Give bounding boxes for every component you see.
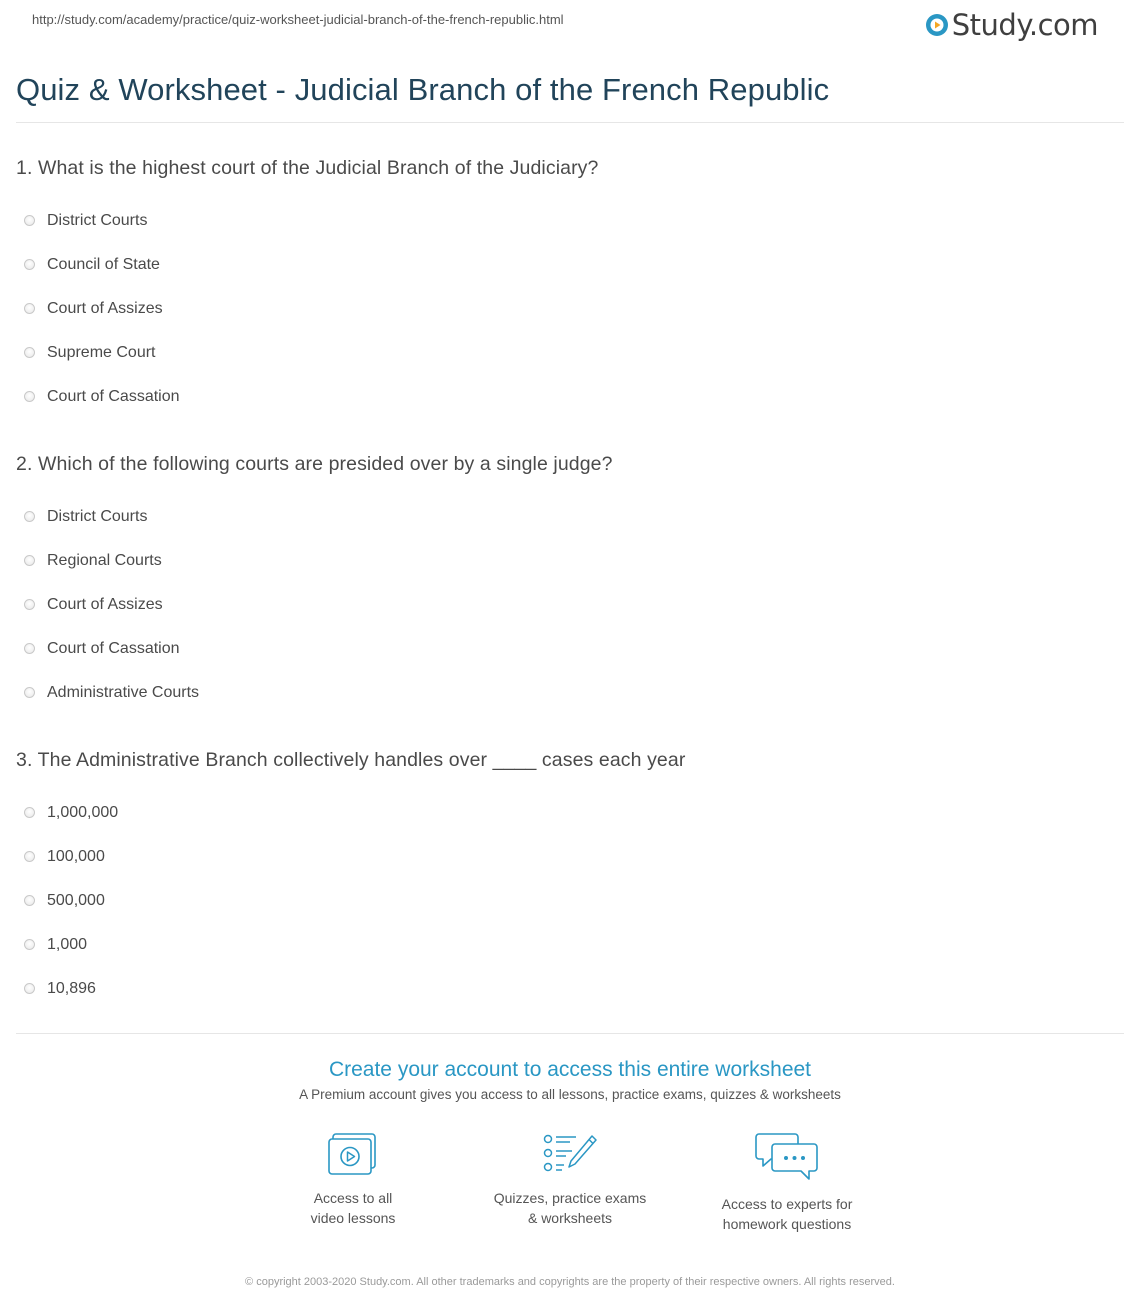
answer-option[interactable] (16, 375, 1124, 419)
page-title: Quiz & Worksheet - Judicial Branch of the French Republic (16, 72, 830, 107)
feature-list (16, 1132, 1124, 1234)
option-label: 100,000 (47, 848, 105, 865)
question-text: 3. The Administrative Branch collectively handles over ____ cases each year (16, 749, 686, 771)
title-divider (16, 122, 1124, 123)
option-label: 500,000 (47, 892, 105, 909)
create-account-link[interactable]: Create your account to access this entire worksheet (328, 1058, 812, 1081)
radio-button[interactable] (24, 687, 35, 698)
feature-line: video lessons (310, 1210, 396, 1226)
page-url: http://study.com/academy/practice/quiz-worksheet-judicial-branch-of-the-french-republic.html (32, 12, 564, 27)
expert-chat-icon (755, 1132, 819, 1182)
answer-option[interactable] (16, 243, 1124, 287)
radio-button[interactable] (24, 643, 35, 654)
option-label: Court of Assizes (47, 300, 163, 317)
answer-option[interactable] (16, 583, 1124, 627)
logo-text: Study.com (951, 8, 1098, 42)
play-logo-icon (925, 13, 949, 37)
option-label: 10,896 (47, 980, 96, 997)
answer-option[interactable] (16, 791, 1124, 835)
radio-button[interactable] (24, 391, 35, 402)
option-label: Supreme Court (47, 344, 156, 361)
radio-button[interactable] (24, 983, 35, 994)
radio-button[interactable] (24, 347, 35, 358)
study-logo[interactable] (925, 8, 1098, 42)
option-label: Administrative Courts (47, 684, 200, 701)
question-1 (16, 155, 1124, 419)
question-text: 1. What is the highest court of the Judicial Branch of the Judiciary? (16, 157, 599, 179)
radio-button[interactable] (24, 303, 35, 314)
feature-text (245, 1188, 462, 1228)
option-label: District Courts (47, 212, 148, 229)
feature-quizzes (462, 1132, 679, 1234)
option-label: 1,000,000 (47, 804, 119, 821)
radio-button[interactable] (24, 807, 35, 818)
question-2 (16, 451, 1124, 715)
feature-line: Quizzes, practice exams (493, 1190, 647, 1206)
answer-option[interactable] (16, 287, 1124, 331)
option-label: District Courts (47, 508, 148, 525)
radio-button[interactable] (24, 599, 35, 610)
quiz-worksheets-icon (542, 1132, 598, 1176)
radio-button[interactable] (24, 215, 35, 226)
answer-options (16, 199, 1124, 419)
option-label: Court of Cassation (47, 388, 180, 405)
answer-option[interactable] (16, 923, 1124, 967)
option-label: Regional Courts (47, 552, 162, 569)
radio-button[interactable] (24, 851, 35, 862)
answer-option[interactable] (16, 199, 1124, 243)
radio-button[interactable] (24, 511, 35, 522)
feature-experts (679, 1132, 896, 1234)
feature-line: Access to all (313, 1190, 393, 1206)
copyright-footer: © copyright 2003-2020 Study.com. All other trademarks and copyrights are the property of their respective owners. All rights reserved. (245, 1276, 895, 1288)
feature-text (462, 1188, 679, 1228)
answer-options (16, 495, 1124, 715)
option-label: 1,000 (47, 936, 88, 953)
account-cta (16, 1033, 1124, 1234)
question-3 (16, 747, 1124, 1011)
answer-option[interactable] (16, 331, 1124, 375)
option-label: Court of Cassation (47, 640, 180, 657)
question-text: 2. Which of the following courts are presided over by a single judge? (16, 453, 613, 475)
answer-option[interactable] (16, 967, 1124, 1011)
answer-option[interactable] (16, 495, 1124, 539)
option-label: Council of State (47, 256, 160, 273)
feature-video-lessons (245, 1132, 462, 1234)
feature-line: homework questions (722, 1216, 852, 1232)
answer-option[interactable] (16, 671, 1124, 715)
feature-text (679, 1194, 896, 1234)
radio-button[interactable] (24, 939, 35, 950)
feature-line: & worksheets (527, 1210, 613, 1226)
radio-button[interactable] (24, 259, 35, 270)
radio-button[interactable] (24, 895, 35, 906)
option-label: Court of Assizes (47, 596, 163, 613)
answer-option[interactable] (16, 879, 1124, 923)
radio-button[interactable] (24, 555, 35, 566)
top-bar (16, 0, 1124, 58)
feature-line: Access to experts for (721, 1196, 853, 1212)
cta-subtitle: A Premium account gives you access to all lessons, practice exams, quizzes & worksheets (299, 1087, 841, 1102)
video-lessons-icon (327, 1132, 379, 1176)
answer-option[interactable] (16, 627, 1124, 671)
answer-option[interactable] (16, 539, 1124, 583)
answer-options (16, 791, 1124, 1011)
answer-option[interactable] (16, 835, 1124, 879)
